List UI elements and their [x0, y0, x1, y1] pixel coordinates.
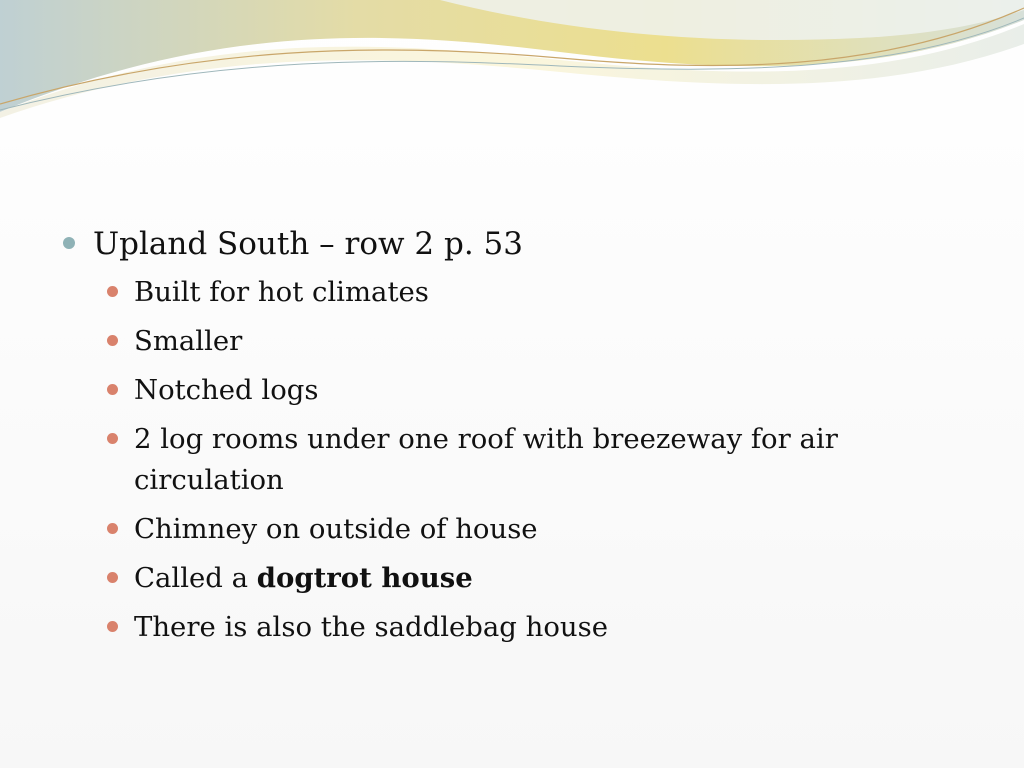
list-item — [60, 509, 894, 550]
list-item-text: Smaller — [134, 325, 243, 357]
list-item — [60, 272, 894, 313]
decorative-wave-header — [0, 0, 1024, 130]
bullet-icon — [107, 335, 118, 346]
list-item-text: Chimney on outside of house — [134, 513, 538, 545]
list-item — [60, 607, 894, 648]
bullet-icon — [107, 523, 118, 534]
list-item-text: There is also the saddlebag house — [134, 611, 609, 643]
list-item-text: 2 log rooms under one roof with breezeway for air circulation — [134, 423, 838, 496]
bullet-icon — [107, 384, 118, 395]
list-item — [60, 321, 894, 362]
list-item-heading — [60, 222, 960, 266]
list-item — [60, 558, 894, 599]
bullet-icon — [107, 433, 118, 444]
bullet-icon — [63, 237, 75, 249]
emphasis-text: dogtrot house — [256, 562, 473, 594]
bullet-list — [60, 222, 960, 656]
bullet-icon — [107, 572, 118, 583]
heading-text: Upland South – row 2 p. 53 — [93, 226, 523, 262]
bullet-icon — [107, 621, 118, 632]
list-item-text: Notched logs — [134, 374, 319, 406]
bullet-icon — [107, 286, 118, 297]
list-item — [60, 419, 894, 501]
list-item-text: Built for hot climates — [134, 276, 429, 308]
list-item — [60, 370, 894, 411]
list-item-text-prefix: Called a — [134, 562, 257, 594]
